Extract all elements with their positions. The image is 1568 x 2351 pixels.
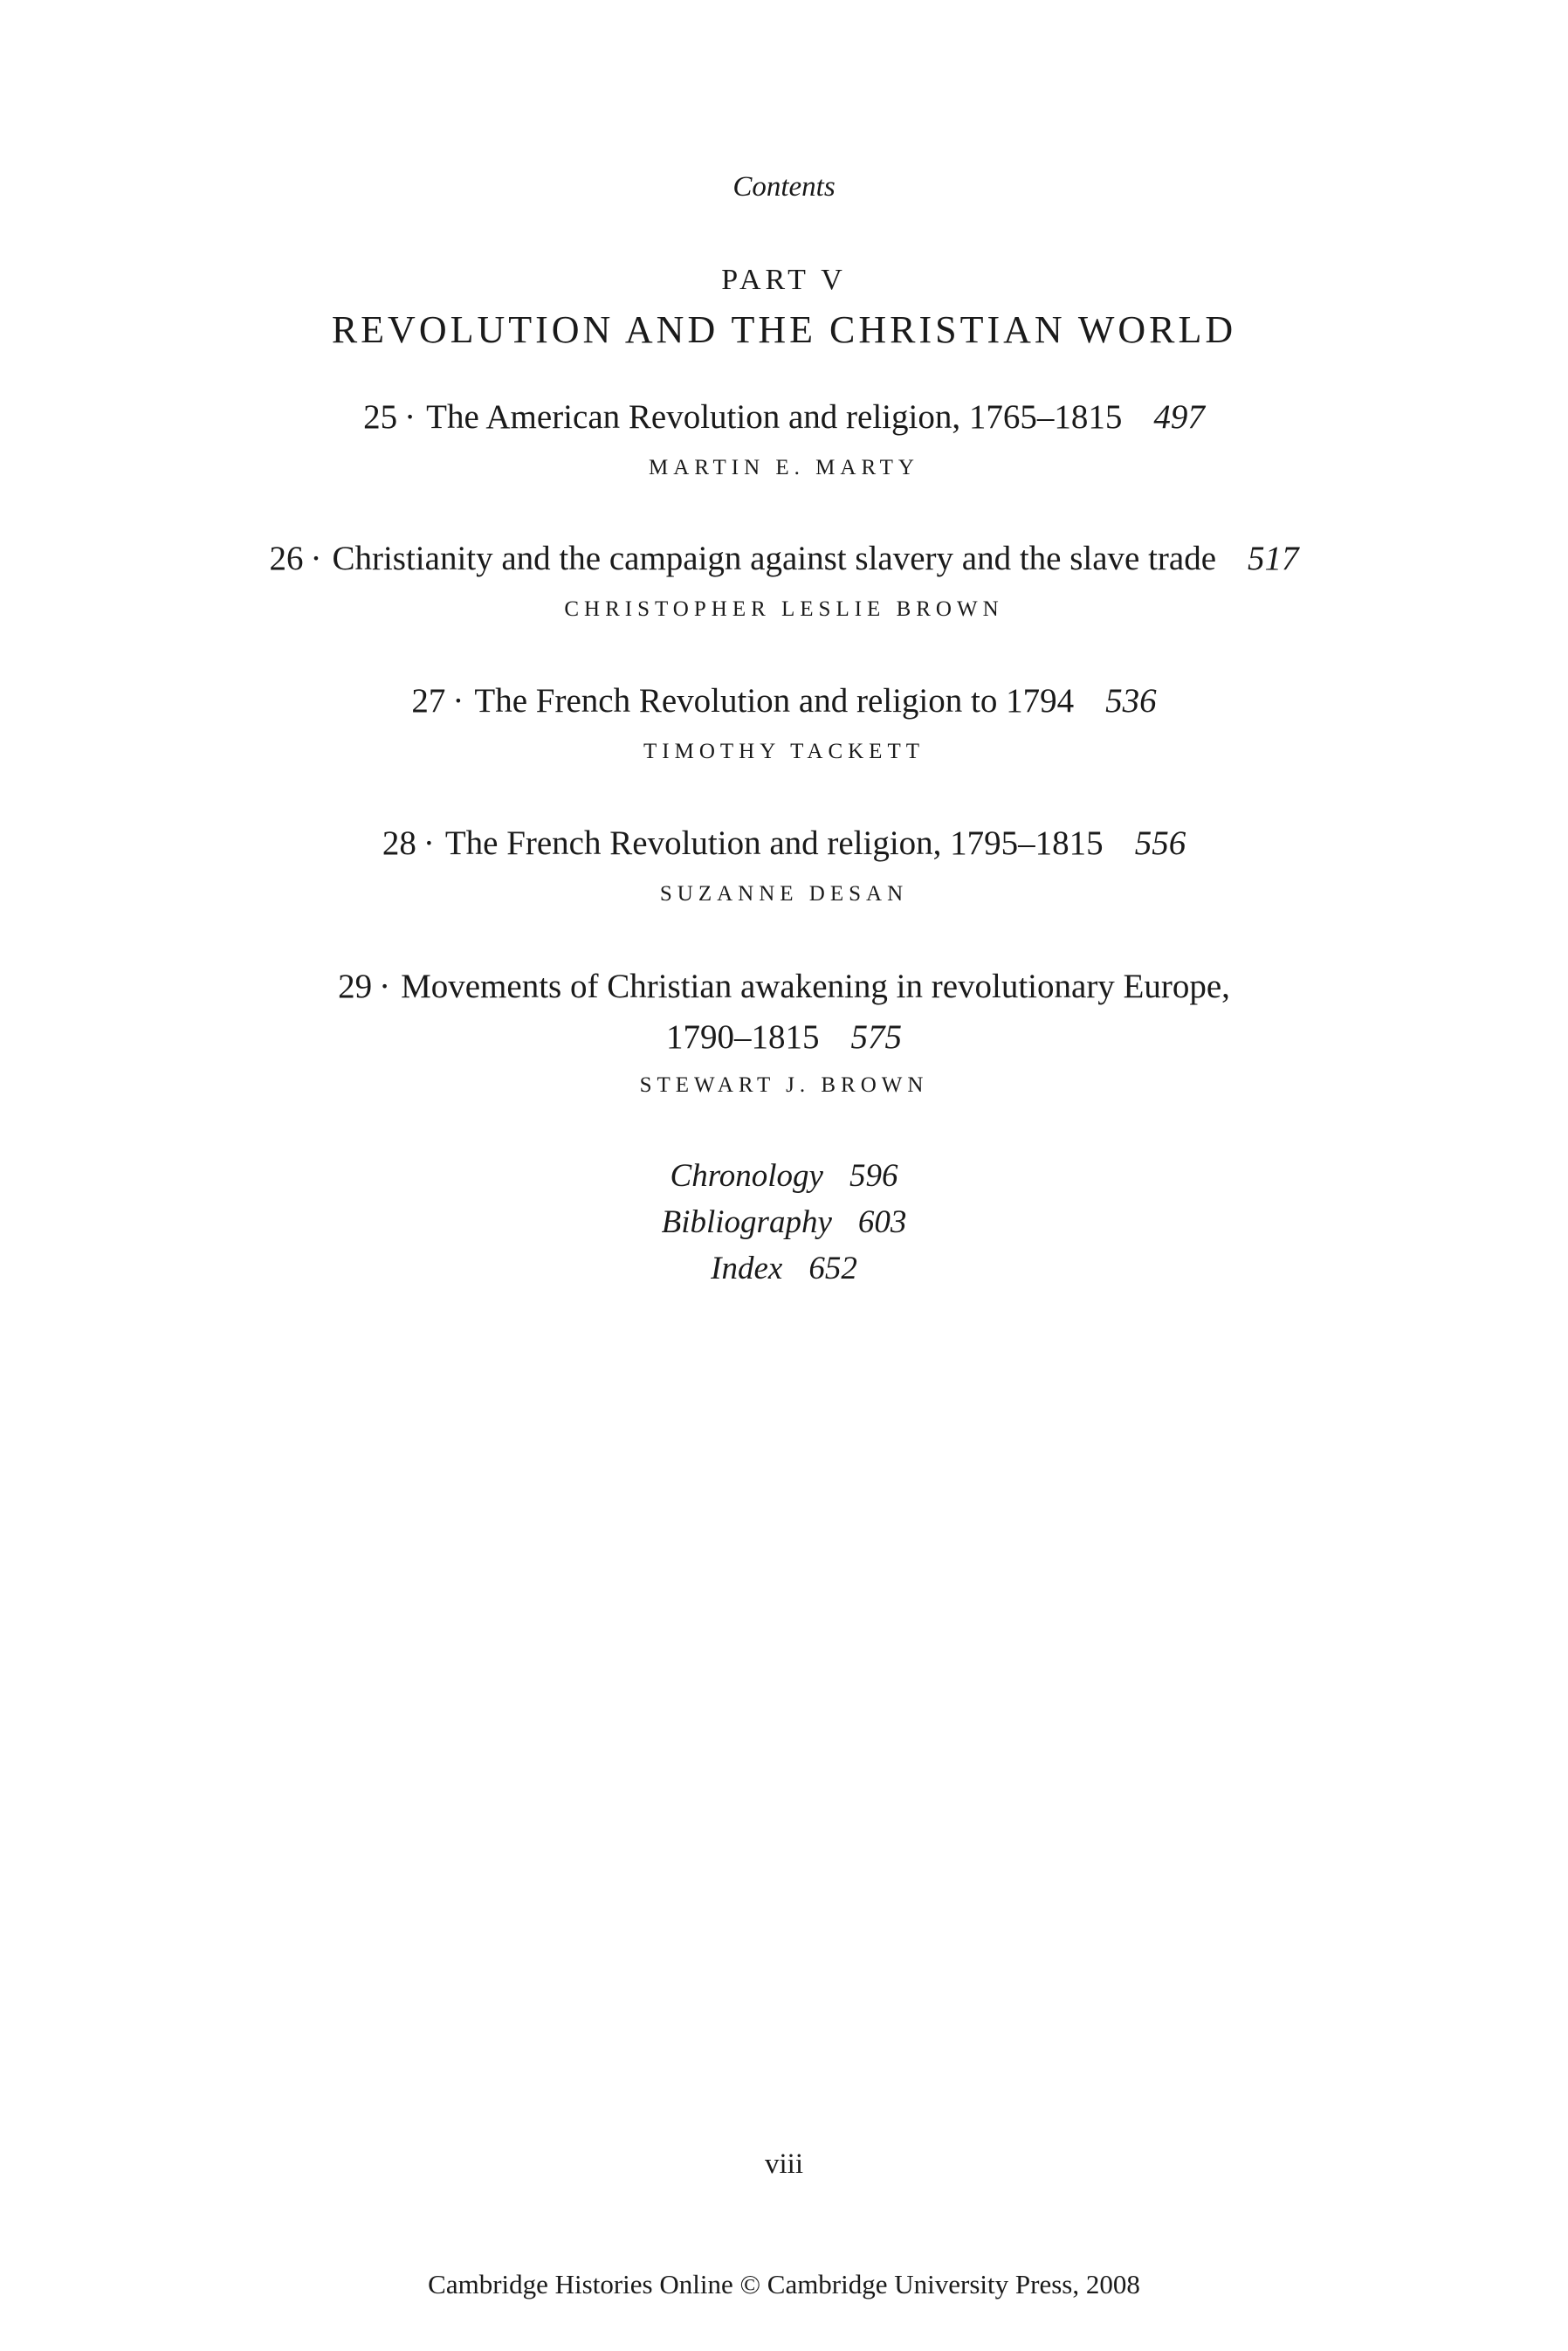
back-matter-label: Chronology bbox=[670, 1158, 823, 1194]
page-number: 596 bbox=[849, 1158, 898, 1194]
back-matter-label: Bibliography bbox=[661, 1204, 832, 1240]
chapter-author: MARTIN E. MARTY bbox=[649, 456, 919, 479]
chapter-title: The French Revolution and religion, 1795–1815 bbox=[444, 824, 1104, 862]
chapter-number: 27 bbox=[411, 682, 446, 720]
chapter-number: 25 bbox=[363, 398, 398, 436]
chapter-number: 28 bbox=[382, 824, 416, 862]
page-folio: viii bbox=[764, 2148, 803, 2180]
chapter-title: Movements of Christian awakening in revolutionary Europe, bbox=[401, 968, 1230, 1005]
chapter-author: SUZANNE DESAN bbox=[659, 882, 909, 906]
running-head: Contents bbox=[732, 171, 836, 203]
chapter-title-continued: 1790–1815 bbox=[666, 1018, 820, 1056]
back-matter-bibliography[interactable] bbox=[0, 1203, 1568, 1241]
toc-entry-28[interactable] bbox=[0, 824, 1568, 863]
toc-entry-29[interactable] bbox=[0, 967, 1568, 1006]
page-number: 497 bbox=[1153, 398, 1205, 436]
chapter-number: 26 bbox=[269, 540, 304, 577]
separator-dot: · bbox=[379, 968, 391, 1005]
chapter-number: 29 bbox=[338, 968, 373, 1005]
part-title: REVOLUTION AND THE CHRISTIAN WORLD bbox=[331, 308, 1237, 351]
separator-dot: · bbox=[310, 540, 322, 577]
separator-dot: · bbox=[423, 824, 435, 862]
page-number: 575 bbox=[850, 1018, 902, 1056]
chapter-title: The French Revolution and religion to 1794 bbox=[474, 682, 1075, 720]
back-matter-label: Index bbox=[711, 1251, 783, 1286]
toc-entry-25[interactable] bbox=[0, 397, 1568, 437]
chapter-author: TIMOTHY TACKETT bbox=[643, 740, 925, 763]
back-matter-index[interactable] bbox=[0, 1250, 1568, 1287]
toc-entry-29-cont bbox=[0, 1017, 1568, 1057]
page-number: 517 bbox=[1248, 540, 1299, 577]
chapter-author: STEWART J. BROWN bbox=[639, 1073, 929, 1097]
page-number: 536 bbox=[1105, 682, 1157, 720]
back-matter-chronology[interactable] bbox=[0, 1157, 1568, 1195]
chapter-title: Christianity and the campaign against slavery and the slave trade bbox=[332, 540, 1217, 577]
page-number: 556 bbox=[1134, 824, 1186, 862]
part-label: PART V bbox=[721, 264, 847, 296]
separator-dot: · bbox=[404, 398, 416, 436]
toc-entry-26[interactable] bbox=[0, 539, 1568, 578]
copyright-footer: Cambridge Histories Online © Cambridge University Press, 2008 bbox=[428, 2269, 1140, 2299]
chapter-title: The American Revolution and religion, 1765–1815 bbox=[426, 398, 1123, 436]
page-number: 603 bbox=[857, 1204, 907, 1240]
separator-dot: · bbox=[452, 682, 464, 720]
page-number: 652 bbox=[808, 1251, 857, 1286]
toc-entry-27[interactable] bbox=[0, 681, 1568, 720]
chapter-author: CHRISTOPHER LESLIE BROWN bbox=[564, 597, 1004, 621]
